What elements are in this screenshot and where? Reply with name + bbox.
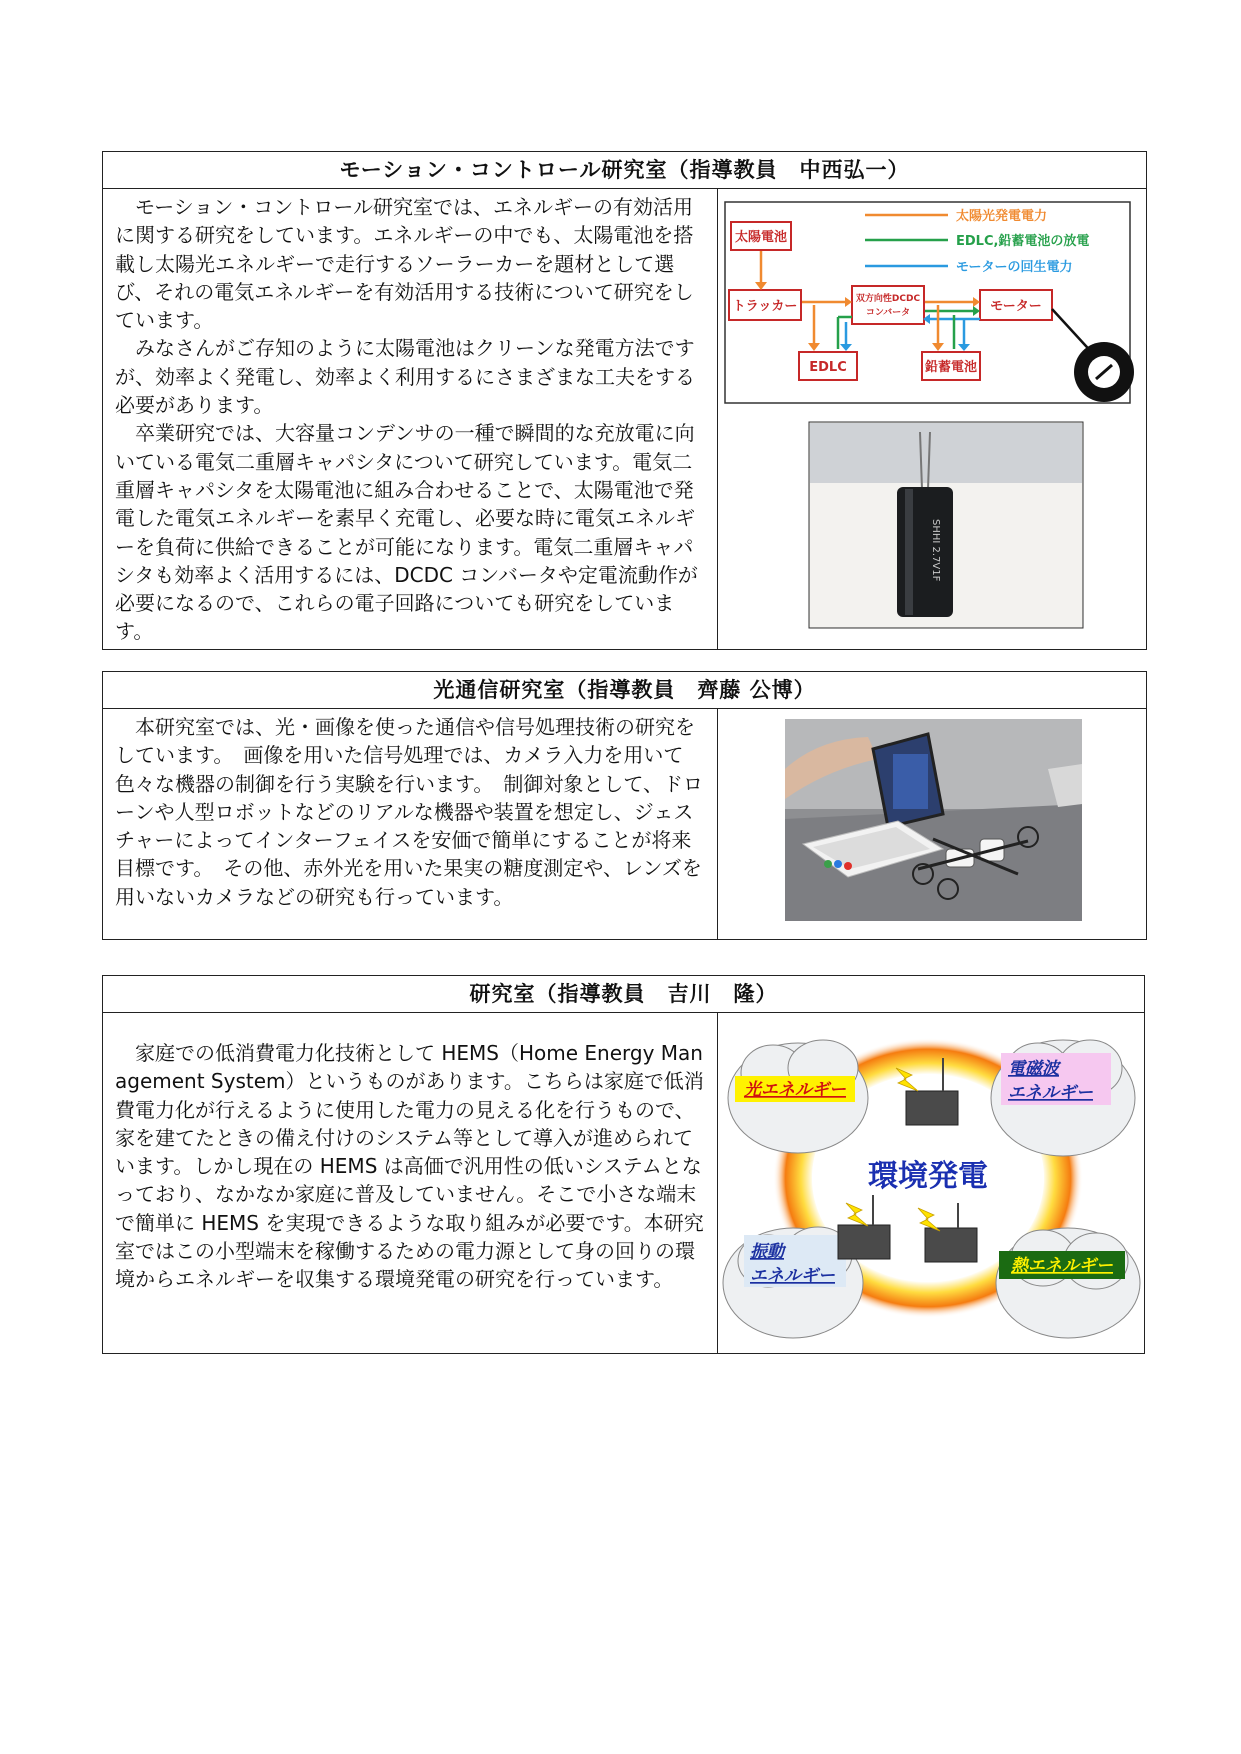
center-title: 環境発電	[868, 1159, 988, 1194]
block-solar-cell: 太陽電池	[734, 230, 788, 245]
section-title: 光通信研究室（指導教員 齊藤 公博）	[103, 672, 1146, 709]
power-flow-diagram	[718, 189, 1146, 651]
vibration-label-2: エネルギー	[750, 1266, 835, 1286]
section-text: 家庭での低消費電力化技術として HEMS（Home Energy Management System）というものがあります。こちらは家庭で低消費電力化が行えるように使用した電力の見える化を行うもので、家を建てたときの備え付けのシステム等として導入が進められています。しかし現在の HEMS は高価で汎用性の低いシステムとなっており、なかなか家庭に普及していません。そこで小さな端末で簡単に HEMS を実現できるような取り組みが必要です。本研究室ではこの小型端末を稼働するための電力源として身の回りの環境からエネルギーを収集する環境発電の研究を行っています。	[103, 1013, 718, 1353]
section-optical-communication	[102, 671, 1147, 940]
block-edlc: EDLC	[809, 360, 847, 375]
light-energy-label: 光エネルギー	[744, 1080, 846, 1100]
vibration-label-1: 振動	[750, 1242, 784, 1262]
figure-area	[718, 709, 1146, 939]
energy-harvesting-diagram	[718, 1013, 1144, 1354]
block-dcdc: 双方向性DCDC	[855, 294, 921, 304]
em-wave-label-1: 電磁波	[1008, 1059, 1059, 1079]
block-tracker: トラッカー	[732, 299, 798, 314]
figure-area	[718, 1013, 1144, 1353]
em-wave-label-2: エネルギー	[1008, 1083, 1093, 1103]
section-text: モーション・コントロール研究室では、エネルギーの有効活用に関する研究をしています。エネルギーの中でも、太陽電池を搭載し太陽光エネルギーで走行するソーラーカーを題材として選び、それの電気エネルギーを有効活用する技術について研究をしています。 みなさんがご存知のように太陽電池はクリーンな発電方法ですが、効率よく発電し、効率よく利用するにさまざまな工夫をする必要があります。 卒業研究では、大容量コンデンサの一種で瞬間的な充放電に向いている電気二重層キャパシタについて研究しています。電気二重層キャパシタを太陽電池に組み合わせることで、太陽電池で発電した電気エネルギーを素早く充電し、必要な時に電気エネルギーを負荷に供給できることが可能になります。電気二重層キャパシタも効率よく活用するには、DCDC コンバータや定電流動作が必要になるので、これらの電子回路についても研究をしています。	[103, 189, 718, 649]
section-energy-harvesting	[102, 975, 1145, 1354]
section-title: 研究室（指導教員 吉川 隆）	[103, 976, 1144, 1013]
section-motion-control	[102, 151, 1147, 650]
legend-regen: モーターの回生電力	[956, 260, 1073, 275]
legend-solar: 太陽光発電電力	[956, 209, 1048, 224]
capacitor-label: SHHI 2.7V1F	[930, 519, 941, 582]
capacitor-photo	[809, 422, 1083, 628]
section-title: モーション・コントロール研究室（指導教員 中西弘一）	[103, 152, 1146, 189]
block-lead-battery: 鉛蓄電池	[924, 360, 978, 375]
block-converter: コンバータ	[865, 308, 911, 318]
legend-edlc: EDLC,鉛蓄電池の放電	[956, 234, 1090, 249]
heat-energy-label: 熱エネルギー	[1011, 1256, 1113, 1276]
drone-experiment-photo	[718, 709, 1146, 940]
block-motor: モーター	[990, 299, 1042, 314]
section-text: 本研究室では、光・画像を使った通信や信号処理技術の研究をしています。 画像を用いた信号処理では、カメラ入力を用いて色々な機器の制御を行う実験を行います。 制御対象として、ドローンや人型ロボットなどのリアルな機器や装置を想定し、ジェスチャーによってインターフェイスを安価で簡単にすることが将来目標です。 その他、赤外光を用いた果実の糖度測定や、レンズを用いないカメラなどの研究も行っています。	[103, 709, 718, 939]
figure-area	[718, 189, 1146, 649]
